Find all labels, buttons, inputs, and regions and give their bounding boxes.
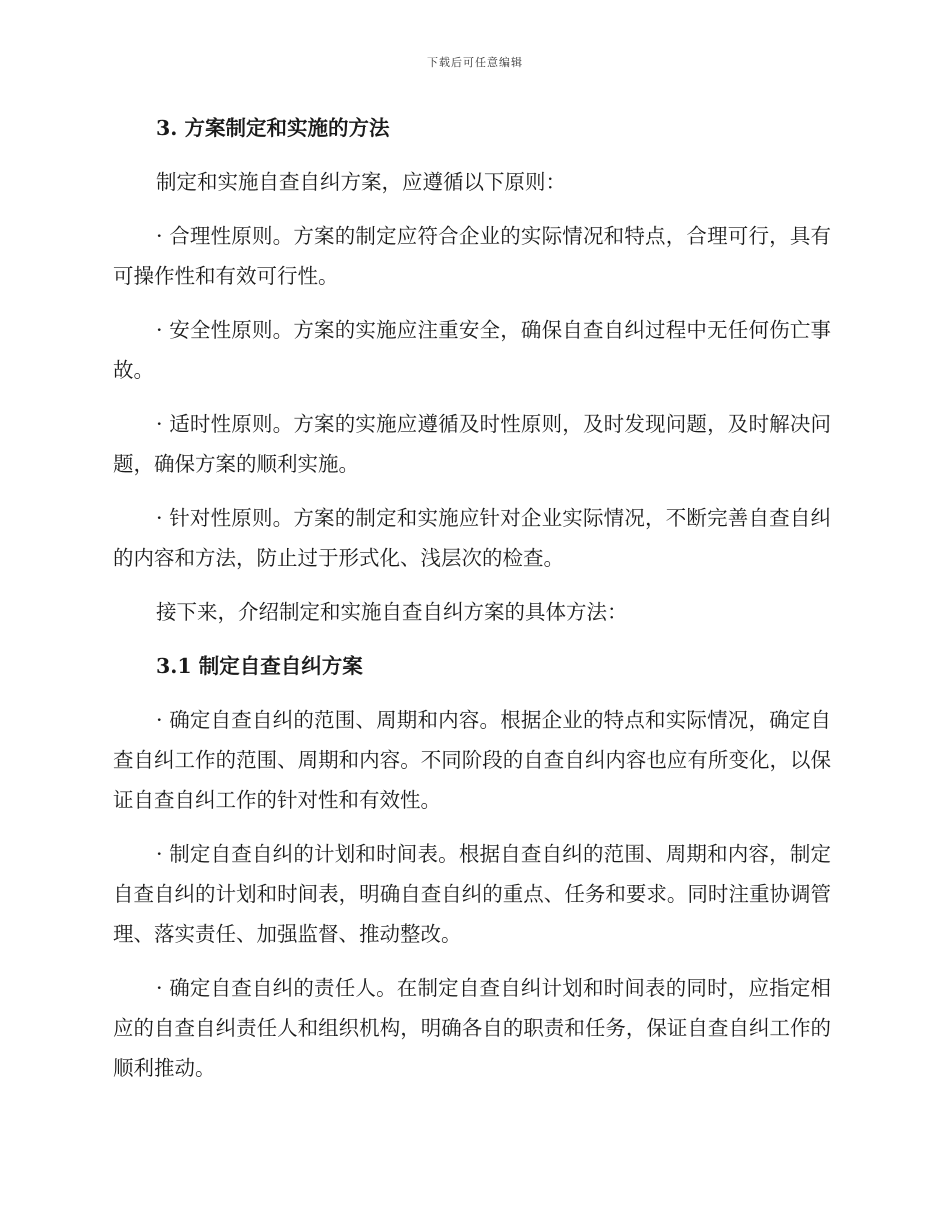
document-body — [113, 108, 831, 1102]
principle-item: · 安全性原则。方案的实施应注重安全，确保自查自纠过程中无任何伤亡事故。 — [113, 318, 831, 382]
intro-paragraph: 制定和实施自查自纠方案，应遵循以下原则： — [156, 170, 566, 194]
principle-item: · 合理性原则。方案的制定应符合企业的实际情况和特点，合理可行，具有可操作性和有效可行性。 — [113, 224, 831, 288]
section-3-1-title: 3.1 制定自查自纠方案 — [156, 654, 363, 678]
transition-paragraph: 接下来，介绍制定和实施自查自纠方案的具体方法： — [156, 600, 628, 624]
principle-item: · 适时性原则。方案的实施应遵循及时性原则，及时发现问题，及时解决问题，确保方案的顺利实施。 — [113, 412, 831, 476]
section-3-title: 3. 方案制定和实施的方法 — [156, 116, 390, 140]
principle-item: · 针对性原则。方案的制定和实施应针对企业实际情况，不断完善自查自纠的内容和方法，防止过于形式化、浅层次的检查。 — [113, 506, 831, 570]
step-item: · 确定自查自纠的责任人。在制定自查自纠计划和时间表的同时，应指定相应的自查自纠责任人和组织机构，明确各自的职责和任务，保证自查自纠工作的顺利推动。 — [113, 976, 831, 1080]
header-note: 下载后可任意编辑 — [427, 56, 523, 69]
step-item: · 制定自查自纠的计划和时间表。根据自查自纠的范围、周期和内容，制定自查自纠的计划和时间表，明确自查自纠的重点、任务和要求。同时注重协调管理、落实责任、加强监督、推动整改。 — [113, 842, 831, 946]
step-item: · 确定自查自纠的范围、周期和内容。根据企业的特点和实际情况，确定自查自纠工作的范围、周期和内容。不同阶段的自查自纠内容也应有所变化，以保证自查自纠工作的针对性和有效性。 — [113, 708, 831, 812]
